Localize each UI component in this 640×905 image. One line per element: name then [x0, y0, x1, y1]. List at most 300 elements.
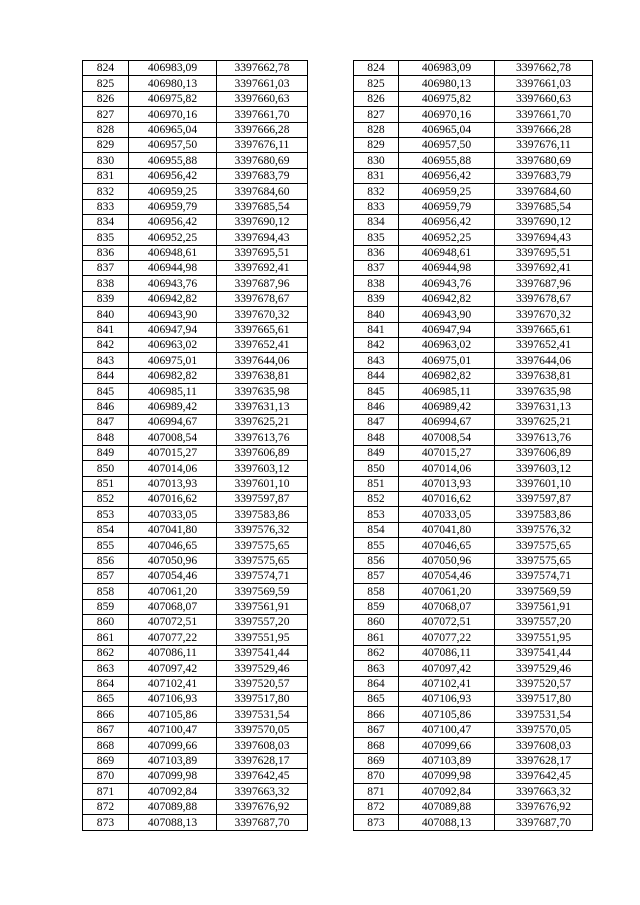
right-x-coordinate-cell: 407102,41: [399, 676, 495, 691]
right-x-coordinate-cell: 407033,05: [399, 507, 495, 522]
right-x-coordinate-cell: 406982,82: [399, 368, 495, 383]
left-x-coordinate-cell: 407015,27: [129, 445, 217, 460]
left-point-number-cell: 871: [83, 784, 129, 799]
right-y-coordinate-cell: 3397628,17: [495, 753, 593, 768]
left-point-number-cell: 854: [83, 522, 129, 537]
right-y-coordinate-cell: 3397517,80: [495, 692, 593, 707]
right-y-coordinate-cell: 3397529,46: [495, 661, 593, 676]
right-y-coordinate-cell: 3397574,71: [495, 568, 593, 583]
left-point-number-cell: 853: [83, 507, 129, 522]
right-x-coordinate-cell: 407041,80: [399, 522, 495, 537]
right-point-number-cell: 853: [354, 507, 399, 522]
left-point-number-cell: 860: [83, 615, 129, 630]
right-y-coordinate-cell: 3397660,63: [495, 91, 593, 106]
left-y-coordinate-cell: 3397676,92: [217, 799, 308, 814]
left-y-coordinate-cell: 3397692,41: [217, 261, 308, 276]
left-x-coordinate-cell: 406947,94: [129, 322, 217, 337]
right-y-coordinate-cell: 3397690,12: [495, 214, 593, 229]
table-row: [83, 414, 593, 429]
table-row: [83, 538, 593, 553]
column-spacer: [308, 338, 354, 353]
left-point-number-cell: 870: [83, 768, 129, 783]
column-spacer: [308, 753, 354, 768]
column-spacer: [308, 91, 354, 106]
left-y-coordinate-cell: 3397561,91: [217, 599, 308, 614]
left-x-coordinate-cell: 406944,98: [129, 261, 217, 276]
table-row: [83, 230, 593, 245]
right-x-coordinate-cell: 407014,06: [399, 461, 495, 476]
column-spacer: [308, 122, 354, 137]
right-point-number-cell: 827: [354, 107, 399, 122]
right-x-coordinate-cell: 407046,65: [399, 538, 495, 553]
left-x-coordinate-cell: 407097,42: [129, 661, 217, 676]
right-point-number-cell: 844: [354, 368, 399, 383]
left-y-coordinate-cell: 3397574,71: [217, 568, 308, 583]
left-x-coordinate-cell: 406970,16: [129, 107, 217, 122]
right-point-number-cell: 848: [354, 430, 399, 445]
column-spacer: [308, 630, 354, 645]
left-x-coordinate-cell: 407102,41: [129, 676, 217, 691]
right-y-coordinate-cell: 3397676,11: [495, 137, 593, 152]
right-x-coordinate-cell: 406975,82: [399, 91, 495, 106]
left-x-coordinate-cell: 406989,42: [129, 399, 217, 414]
right-y-coordinate-cell: 3397625,21: [495, 414, 593, 429]
left-y-coordinate-cell: 3397662,78: [217, 61, 308, 76]
left-x-coordinate-cell: 407041,80: [129, 522, 217, 537]
table-row: [83, 91, 593, 106]
left-point-number-cell: 867: [83, 722, 129, 737]
right-y-coordinate-cell: 3397576,32: [495, 522, 593, 537]
right-point-number-cell: 870: [354, 768, 399, 783]
column-spacer: [308, 599, 354, 614]
left-x-coordinate-cell: 407100,47: [129, 722, 217, 737]
left-point-number-cell: 872: [83, 799, 129, 814]
right-point-number-cell: 863: [354, 661, 399, 676]
column-spacer: [308, 168, 354, 183]
table-row: [83, 799, 593, 814]
left-x-coordinate-cell: 406957,50: [129, 137, 217, 152]
left-x-coordinate-cell: 407099,98: [129, 768, 217, 783]
right-x-coordinate-cell: 406975,01: [399, 353, 495, 368]
right-point-number-cell: 834: [354, 214, 399, 229]
right-y-coordinate-cell: 3397642,45: [495, 768, 593, 783]
left-x-coordinate-cell: 406994,67: [129, 414, 217, 429]
column-spacer: [308, 384, 354, 399]
table-row: [83, 738, 593, 753]
left-x-coordinate-cell: 407046,65: [129, 538, 217, 553]
left-point-number-cell: 833: [83, 199, 129, 214]
left-point-number-cell: 824: [83, 61, 129, 76]
left-x-coordinate-cell: 406965,04: [129, 122, 217, 137]
left-x-coordinate-cell: 407086,11: [129, 645, 217, 660]
right-x-coordinate-cell: 406980,13: [399, 76, 495, 91]
left-x-coordinate-cell: 406983,09: [129, 61, 217, 76]
left-y-coordinate-cell: 3397603,12: [217, 461, 308, 476]
left-y-coordinate-cell: 3397601,10: [217, 476, 308, 491]
right-point-number-cell: 828: [354, 122, 399, 137]
right-point-number-cell: 861: [354, 630, 399, 645]
right-point-number-cell: 851: [354, 476, 399, 491]
left-y-coordinate-cell: 3397531,54: [217, 707, 308, 722]
column-spacer: [308, 507, 354, 522]
right-x-coordinate-cell: 406994,67: [399, 414, 495, 429]
left-y-coordinate-cell: 3397644,06: [217, 353, 308, 368]
right-point-number-cell: 864: [354, 676, 399, 691]
right-y-coordinate-cell: 3397670,32: [495, 307, 593, 322]
right-point-number-cell: 839: [354, 291, 399, 306]
column-spacer: [308, 184, 354, 199]
left-y-coordinate-cell: 3397670,32: [217, 307, 308, 322]
right-point-number-cell: 838: [354, 276, 399, 291]
column-spacer: [308, 491, 354, 506]
left-x-coordinate-cell: 407008,54: [129, 430, 217, 445]
table-row: [83, 661, 593, 676]
left-y-coordinate-cell: 3397575,65: [217, 553, 308, 568]
left-x-coordinate-cell: 407054,46: [129, 568, 217, 583]
table-row: [83, 599, 593, 614]
table-row: [83, 568, 593, 583]
table-row: [83, 214, 593, 229]
right-y-coordinate-cell: 3397570,05: [495, 722, 593, 737]
table-row: [83, 338, 593, 353]
column-spacer: [308, 61, 354, 76]
left-point-number-cell: 868: [83, 738, 129, 753]
left-point-number-cell: 830: [83, 153, 129, 168]
right-y-coordinate-cell: 3397687,96: [495, 276, 593, 291]
left-x-coordinate-cell: 406975,01: [129, 353, 217, 368]
table-row: [83, 476, 593, 491]
column-spacer: [308, 414, 354, 429]
table-row: [83, 522, 593, 537]
column-spacer: [308, 368, 354, 383]
left-y-coordinate-cell: 3397529,46: [217, 661, 308, 676]
table-row: [83, 353, 593, 368]
left-x-coordinate-cell: 406955,88: [129, 153, 217, 168]
left-point-number-cell: 855: [83, 538, 129, 553]
right-point-number-cell: 868: [354, 738, 399, 753]
right-x-coordinate-cell: 406957,50: [399, 137, 495, 152]
column-spacer: [308, 645, 354, 660]
right-x-coordinate-cell: 407061,20: [399, 584, 495, 599]
right-y-coordinate-cell: 3397635,98: [495, 384, 593, 399]
left-point-number-cell: 836: [83, 245, 129, 260]
left-point-number-cell: 832: [83, 184, 129, 199]
right-x-coordinate-cell: 407099,98: [399, 768, 495, 783]
left-point-number-cell: 859: [83, 599, 129, 614]
left-point-number-cell: 843: [83, 353, 129, 368]
right-x-coordinate-cell: 407103,89: [399, 753, 495, 768]
table-row: [83, 676, 593, 691]
left-y-coordinate-cell: 3397661,03: [217, 76, 308, 91]
right-y-coordinate-cell: 3397685,54: [495, 199, 593, 214]
right-x-coordinate-cell: 407097,42: [399, 661, 495, 676]
right-x-coordinate-cell: 406955,88: [399, 153, 495, 168]
column-spacer: [308, 76, 354, 91]
right-x-coordinate-cell: 406944,98: [399, 261, 495, 276]
left-y-coordinate-cell: 3397575,65: [217, 538, 308, 553]
right-y-coordinate-cell: 3397631,13: [495, 399, 593, 414]
left-y-coordinate-cell: 3397635,98: [217, 384, 308, 399]
column-spacer: [308, 245, 354, 260]
right-y-coordinate-cell: 3397694,43: [495, 230, 593, 245]
left-y-coordinate-cell: 3397631,13: [217, 399, 308, 414]
left-point-number-cell: 829: [83, 137, 129, 152]
right-y-coordinate-cell: 3397644,06: [495, 353, 593, 368]
column-spacer: [308, 584, 354, 599]
column-spacer: [308, 538, 354, 553]
right-point-number-cell: 845: [354, 384, 399, 399]
right-point-number-cell: 857: [354, 568, 399, 583]
coordinates-table-body: [83, 61, 593, 831]
left-y-coordinate-cell: 3397541,44: [217, 645, 308, 660]
column-spacer: [308, 738, 354, 753]
left-point-number-cell: 857: [83, 568, 129, 583]
right-x-coordinate-cell: 407015,27: [399, 445, 495, 460]
left-y-coordinate-cell: 3397663,32: [217, 784, 308, 799]
table-row: [83, 815, 593, 830]
right-point-number-cell: 832: [354, 184, 399, 199]
right-x-coordinate-cell: 406989,42: [399, 399, 495, 414]
left-x-coordinate-cell: 407105,86: [129, 707, 217, 722]
right-y-coordinate-cell: 3397662,78: [495, 61, 593, 76]
column-spacer: [308, 661, 354, 676]
right-y-coordinate-cell: 3397678,67: [495, 291, 593, 306]
right-x-coordinate-cell: 406983,09: [399, 61, 495, 76]
left-x-coordinate-cell: 407050,96: [129, 553, 217, 568]
table-row: [83, 768, 593, 783]
left-x-coordinate-cell: 407014,06: [129, 461, 217, 476]
right-y-coordinate-cell: 3397608,03: [495, 738, 593, 753]
left-x-coordinate-cell: 406943,76: [129, 276, 217, 291]
left-y-coordinate-cell: 3397687,70: [217, 815, 308, 830]
right-x-coordinate-cell: 406963,02: [399, 338, 495, 353]
left-y-coordinate-cell: 3397608,03: [217, 738, 308, 753]
table-row: [83, 276, 593, 291]
right-point-number-cell: 859: [354, 599, 399, 614]
right-point-number-cell: 831: [354, 168, 399, 183]
column-spacer: [308, 768, 354, 783]
left-point-number-cell: 841: [83, 322, 129, 337]
left-point-number-cell: 842: [83, 338, 129, 353]
right-x-coordinate-cell: 407050,96: [399, 553, 495, 568]
table-row: [83, 630, 593, 645]
right-point-number-cell: 871: [354, 784, 399, 799]
table-row: [83, 461, 593, 476]
left-point-number-cell: 850: [83, 461, 129, 476]
left-x-coordinate-cell: 407103,89: [129, 753, 217, 768]
table-row: [83, 753, 593, 768]
right-y-coordinate-cell: 3397557,20: [495, 615, 593, 630]
left-point-number-cell: 844: [83, 368, 129, 383]
left-x-coordinate-cell: 406956,42: [129, 214, 217, 229]
left-point-number-cell: 856: [83, 553, 129, 568]
right-point-number-cell: 842: [354, 338, 399, 353]
right-point-number-cell: 872: [354, 799, 399, 814]
column-spacer: [308, 707, 354, 722]
left-x-coordinate-cell: 407099,66: [129, 738, 217, 753]
table-row: [83, 261, 593, 276]
right-y-coordinate-cell: 3397520,57: [495, 676, 593, 691]
right-x-coordinate-cell: 406959,25: [399, 184, 495, 199]
left-x-coordinate-cell: 406963,02: [129, 338, 217, 353]
left-point-number-cell: 849: [83, 445, 129, 460]
left-point-number-cell: 840: [83, 307, 129, 322]
left-y-coordinate-cell: 3397613,76: [217, 430, 308, 445]
right-x-coordinate-cell: 406965,04: [399, 122, 495, 137]
table-row: [83, 199, 593, 214]
right-x-coordinate-cell: 407089,88: [399, 799, 495, 814]
right-point-number-cell: 852: [354, 491, 399, 506]
right-y-coordinate-cell: 3397601,10: [495, 476, 593, 491]
column-spacer: [308, 322, 354, 337]
column-spacer: [308, 676, 354, 691]
document-page: [82, 60, 593, 831]
table-row: [83, 368, 593, 383]
right-y-coordinate-cell: 3397663,32: [495, 784, 593, 799]
right-x-coordinate-cell: 407013,93: [399, 476, 495, 491]
right-x-coordinate-cell: 407016,62: [399, 491, 495, 506]
left-x-coordinate-cell: 407077,22: [129, 630, 217, 645]
right-y-coordinate-cell: 3397680,69: [495, 153, 593, 168]
right-x-coordinate-cell: 406959,79: [399, 199, 495, 214]
right-x-coordinate-cell: 406948,61: [399, 245, 495, 260]
right-x-coordinate-cell: 406956,42: [399, 168, 495, 183]
left-y-coordinate-cell: 3397597,87: [217, 491, 308, 506]
left-y-coordinate-cell: 3397638,81: [217, 368, 308, 383]
right-x-coordinate-cell: 407077,22: [399, 630, 495, 645]
left-y-coordinate-cell: 3397551,95: [217, 630, 308, 645]
right-x-coordinate-cell: 407054,46: [399, 568, 495, 583]
right-point-number-cell: 869: [354, 753, 399, 768]
right-point-number-cell: 850: [354, 461, 399, 476]
table-row: [83, 184, 593, 199]
right-point-number-cell: 856: [354, 553, 399, 568]
right-y-coordinate-cell: 3397638,81: [495, 368, 593, 383]
left-point-number-cell: 838: [83, 276, 129, 291]
left-x-coordinate-cell: 406975,82: [129, 91, 217, 106]
left-y-coordinate-cell: 3397676,11: [217, 137, 308, 152]
right-x-coordinate-cell: 407088,13: [399, 815, 495, 830]
left-y-coordinate-cell: 3397694,43: [217, 230, 308, 245]
right-y-coordinate-cell: 3397606,89: [495, 445, 593, 460]
left-x-coordinate-cell: 406948,61: [129, 245, 217, 260]
left-x-coordinate-cell: 407016,62: [129, 491, 217, 506]
left-point-number-cell: 827: [83, 107, 129, 122]
left-x-coordinate-cell: 407092,84: [129, 784, 217, 799]
right-y-coordinate-cell: 3397665,61: [495, 322, 593, 337]
table-row: [83, 153, 593, 168]
coordinates-table: [82, 60, 593, 831]
left-x-coordinate-cell: 407061,20: [129, 584, 217, 599]
right-x-coordinate-cell: 406943,76: [399, 276, 495, 291]
column-spacer: [308, 137, 354, 152]
column-spacer: [308, 153, 354, 168]
column-spacer: [308, 291, 354, 306]
left-y-coordinate-cell: 3397606,89: [217, 445, 308, 460]
table-row: [83, 168, 593, 183]
table-row: [83, 399, 593, 414]
table-row: [83, 692, 593, 707]
right-point-number-cell: 841: [354, 322, 399, 337]
left-y-coordinate-cell: 3397684,60: [217, 184, 308, 199]
right-x-coordinate-cell: 407086,11: [399, 645, 495, 660]
left-point-number-cell: 861: [83, 630, 129, 645]
right-point-number-cell: 836: [354, 245, 399, 260]
table-row: [83, 584, 593, 599]
column-spacer: [308, 476, 354, 491]
right-point-number-cell: 825: [354, 76, 399, 91]
left-y-coordinate-cell: 3397666,28: [217, 122, 308, 137]
left-point-number-cell: 839: [83, 291, 129, 306]
right-y-coordinate-cell: 3397695,51: [495, 245, 593, 260]
left-x-coordinate-cell: 406956,42: [129, 168, 217, 183]
left-point-number-cell: 862: [83, 645, 129, 660]
table-row: [83, 291, 593, 306]
left-point-number-cell: 865: [83, 692, 129, 707]
right-point-number-cell: 847: [354, 414, 399, 429]
left-point-number-cell: 834: [83, 214, 129, 229]
right-y-coordinate-cell: 3397676,92: [495, 799, 593, 814]
table-row: [83, 491, 593, 506]
right-y-coordinate-cell: 3397684,60: [495, 184, 593, 199]
left-x-coordinate-cell: 406942,82: [129, 291, 217, 306]
column-spacer: [308, 615, 354, 630]
left-x-coordinate-cell: 406959,25: [129, 184, 217, 199]
table-row: [83, 137, 593, 152]
right-y-coordinate-cell: 3397666,28: [495, 122, 593, 137]
table-row: [83, 645, 593, 660]
right-point-number-cell: 849: [354, 445, 399, 460]
right-x-coordinate-cell: 406947,94: [399, 322, 495, 337]
right-x-coordinate-cell: 407008,54: [399, 430, 495, 445]
left-y-coordinate-cell: 3397678,67: [217, 291, 308, 306]
left-y-coordinate-cell: 3397685,54: [217, 199, 308, 214]
column-spacer: [308, 692, 354, 707]
left-y-coordinate-cell: 3397680,69: [217, 153, 308, 168]
right-y-coordinate-cell: 3397575,65: [495, 553, 593, 568]
right-y-coordinate-cell: 3397597,87: [495, 491, 593, 506]
right-y-coordinate-cell: 3397603,12: [495, 461, 593, 476]
left-point-number-cell: 828: [83, 122, 129, 137]
right-point-number-cell: 867: [354, 722, 399, 737]
right-point-number-cell: 860: [354, 615, 399, 630]
left-point-number-cell: 863: [83, 661, 129, 676]
left-point-number-cell: 826: [83, 91, 129, 106]
table-row: [83, 722, 593, 737]
left-point-number-cell: 837: [83, 261, 129, 276]
right-y-coordinate-cell: 3397531,54: [495, 707, 593, 722]
table-row: [83, 307, 593, 322]
right-x-coordinate-cell: 406985,11: [399, 384, 495, 399]
left-x-coordinate-cell: 407068,07: [129, 599, 217, 614]
left-point-number-cell: 852: [83, 491, 129, 506]
right-y-coordinate-cell: 3397683,79: [495, 168, 593, 183]
right-y-coordinate-cell: 3397575,65: [495, 538, 593, 553]
column-spacer: [308, 230, 354, 245]
right-x-coordinate-cell: 407100,47: [399, 722, 495, 737]
left-point-number-cell: 835: [83, 230, 129, 245]
left-y-coordinate-cell: 3397687,96: [217, 276, 308, 291]
left-point-number-cell: 866: [83, 707, 129, 722]
right-point-number-cell: 866: [354, 707, 399, 722]
column-spacer: [308, 722, 354, 737]
column-spacer: [308, 107, 354, 122]
right-x-coordinate-cell: 406956,42: [399, 214, 495, 229]
left-y-coordinate-cell: 3397665,61: [217, 322, 308, 337]
table-row: [83, 322, 593, 337]
table-row: [83, 122, 593, 137]
left-y-coordinate-cell: 3397642,45: [217, 768, 308, 783]
